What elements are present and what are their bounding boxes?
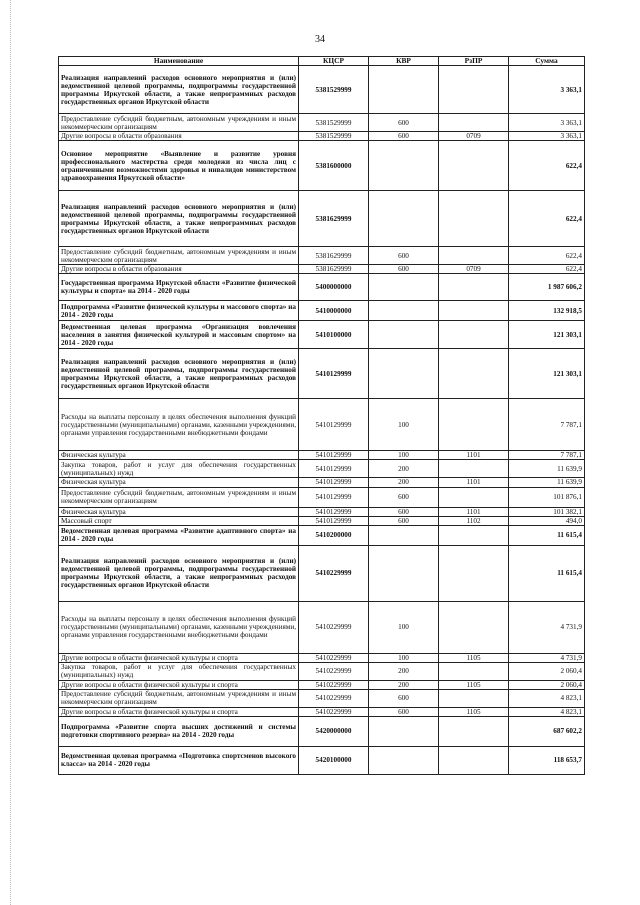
cell-kcsr: 5410100000 — [299, 321, 369, 349]
cell-sum: 1 987 606,2 — [509, 274, 585, 301]
cell-rzpr: 0709 — [439, 132, 509, 141]
cell-sum: 3 363,1 — [509, 66, 585, 114]
table-row — [59, 601, 585, 653]
cell-name: Реализация направлений расходов основного мероприятия и (или) ведомственной целевой программы, подпрограммы государственной программы Иркутской области, а также непрограммных расходов государственных органов Иркутской области — [59, 349, 299, 399]
table-row — [59, 487, 585, 507]
cell-kcsr: 5410129999 — [299, 460, 369, 478]
cell-rzpr: 0709 — [439, 265, 509, 274]
cell-kvr — [369, 525, 439, 545]
cell-rzpr — [439, 525, 509, 545]
table-row — [59, 545, 585, 601]
header-sum: Сумма — [509, 57, 585, 66]
table-row — [59, 525, 585, 545]
table-row — [59, 349, 585, 399]
cell-kvr: 100 — [369, 653, 439, 662]
table-row — [59, 746, 585, 774]
table-row — [59, 301, 585, 321]
cell-kcsr: 5381529999 — [299, 132, 369, 141]
cell-sum: 11 615,4 — [509, 525, 585, 545]
cell-kvr — [369, 66, 439, 114]
cell-name: Массовый спорт — [59, 516, 299, 525]
cell-sum: 132 918,5 — [509, 301, 585, 321]
cell-kvr: 200 — [369, 460, 439, 478]
cell-kcsr: 5381529999 — [299, 114, 369, 132]
cell-sum: 4 823,1 — [509, 707, 585, 716]
cell-rzpr: 1105 — [439, 707, 509, 716]
cell-kvr: 200 — [369, 680, 439, 689]
table-row — [59, 662, 585, 680]
cell-kvr — [369, 349, 439, 399]
cell-kcsr: 5410229999 — [299, 545, 369, 601]
cell-sum: 7 787,1 — [509, 399, 585, 451]
cell-kcsr: 5410129999 — [299, 399, 369, 451]
cell-name: Подпрограмма «Развитие спорта высших достижений и системы подготовки спортивного резерва» на 2014 - 2020 годы — [59, 716, 299, 746]
cell-kvr — [369, 321, 439, 349]
cell-name: Физическая культура — [59, 478, 299, 487]
table-body — [59, 66, 585, 775]
cell-kcsr: 5410229999 — [299, 662, 369, 680]
cell-sum: 121 303,1 — [509, 321, 585, 349]
cell-sum: 7 787,1 — [509, 451, 585, 460]
cell-name: Государственная программа Иркутской области «Развитие физической культуры и спорта» на 2014 - 2020 годы — [59, 274, 299, 301]
cell-kvr — [369, 141, 439, 191]
cell-kcsr: 5420100000 — [299, 746, 369, 774]
cell-kcsr: 5410229999 — [299, 707, 369, 716]
budget-table — [58, 56, 585, 775]
cell-name: Физическая культура — [59, 451, 299, 460]
cell-name: Основное мероприятие «Выявление и развитие уровня профессионального мастерства среди молодежи из числа лиц с ограниченными возможностями здоровья и инвалидов министерством здравоохранения Иркутской области» — [59, 141, 299, 191]
cell-name: Предоставление субсидий бюджетным, автономным учреждениям и иным некоммерческим организациям — [59, 689, 299, 707]
cell-sum: 3 363,1 — [509, 114, 585, 132]
cell-kvr: 600 — [369, 487, 439, 507]
table-row — [59, 66, 585, 114]
header-row — [59, 57, 585, 66]
cell-kcsr: 5410129999 — [299, 451, 369, 460]
cell-kcsr: 5410229999 — [299, 653, 369, 662]
cell-rzpr: 1105 — [439, 653, 509, 662]
cell-rzpr: 1101 — [439, 507, 509, 516]
table-row — [59, 274, 585, 301]
cell-sum: 101 382,1 — [509, 507, 585, 516]
cell-kcsr: 5381629999 — [299, 191, 369, 247]
table-row — [59, 451, 585, 460]
cell-sum: 11 639,9 — [509, 460, 585, 478]
cell-sum: 118 653,7 — [509, 746, 585, 774]
cell-name: Подпрограмма «Развитие физической культуры и массового спорта» на 2014 - 2020 годы — [59, 301, 299, 321]
cell-sum: 4 731,9 — [509, 653, 585, 662]
table-row — [59, 507, 585, 516]
cell-sum: 2 060,4 — [509, 680, 585, 689]
cell-rzpr: 1101 — [439, 478, 509, 487]
cell-kvr: 600 — [369, 247, 439, 265]
cell-sum: 101 876,1 — [509, 487, 585, 507]
cell-name: Реализация направлений расходов основного мероприятия и (или) ведомственной целевой программы, подпрограммы государственной программы Иркутской области, а также непрограммных расходов государственных органов Иркутской области — [59, 66, 299, 114]
cell-rzpr — [439, 487, 509, 507]
cell-rzpr: 1105 — [439, 680, 509, 689]
cell-kcsr: 5410000000 — [299, 301, 369, 321]
cell-rzpr — [439, 321, 509, 349]
cell-rzpr — [439, 301, 509, 321]
cell-sum: 4 731,9 — [509, 601, 585, 653]
cell-rzpr — [439, 601, 509, 653]
cell-rzpr: 1102 — [439, 516, 509, 525]
table-row — [59, 516, 585, 525]
cell-kcsr: 5381629999 — [299, 265, 369, 274]
cell-name: Предоставление субсидий бюджетным, автономным учреждениям и иным некоммерческим организациям — [59, 114, 299, 132]
cell-kvr: 100 — [369, 601, 439, 653]
cell-kvr: 200 — [369, 662, 439, 680]
cell-rzpr — [439, 114, 509, 132]
binding-edge — [0, 0, 11, 905]
cell-kcsr: 5381529999 — [299, 66, 369, 114]
cell-name: Предоставление субсидий бюджетным, автономным учреждениям и иным некоммерческим организациям — [59, 487, 299, 507]
cell-kvr: 200 — [369, 478, 439, 487]
cell-name: Физическая культура — [59, 507, 299, 516]
cell-name: Закупка товаров, работ и услуг для обеспечения государственных (муниципальных) нужд — [59, 662, 299, 680]
cell-kcsr: 5381629999 — [299, 247, 369, 265]
cell-sum: 11 639,9 — [509, 478, 585, 487]
cell-sum: 4 823,1 — [509, 689, 585, 707]
cell-sum: 622,4 — [509, 191, 585, 247]
cell-kvr — [369, 191, 439, 247]
cell-rzpr — [439, 662, 509, 680]
cell-name: Расходы на выплаты персоналу в целях обеспечения выполнения функций государственными (муниципальными) органами, казенными учреждениями, органами управления государственными внебюджетными фондами — [59, 399, 299, 451]
cell-sum: 11 615,4 — [509, 545, 585, 601]
table-row — [59, 478, 585, 487]
cell-sum: 494,0 — [509, 516, 585, 525]
cell-kcsr: 5410129999 — [299, 349, 369, 399]
cell-rzpr: 1101 — [439, 451, 509, 460]
cell-rzpr — [439, 716, 509, 746]
header-name: Наименование — [59, 57, 299, 66]
cell-kcsr: 5410129999 — [299, 516, 369, 525]
table-row — [59, 191, 585, 247]
cell-rzpr — [439, 689, 509, 707]
cell-name: Другие вопросы в области физической культуры и спорта — [59, 653, 299, 662]
table-row — [59, 132, 585, 141]
cell-kcsr: 5410129999 — [299, 478, 369, 487]
cell-kcsr: 5400000000 — [299, 274, 369, 301]
cell-kcsr: 5410200000 — [299, 525, 369, 545]
table-row — [59, 653, 585, 662]
cell-sum: 2 060,4 — [509, 662, 585, 680]
cell-name: Предоставление субсидий бюджетным, автономным учреждениям и иным некоммерческим организациям — [59, 247, 299, 265]
cell-rzpr — [439, 746, 509, 774]
header-kvr: КВР — [369, 57, 439, 66]
cell-kvr — [369, 301, 439, 321]
table-row — [59, 399, 585, 451]
table-row — [59, 689, 585, 707]
cell-kcsr: 5410229999 — [299, 680, 369, 689]
cell-kvr: 600 — [369, 132, 439, 141]
table-row — [59, 716, 585, 746]
cell-name: Другие вопросы в области физической культуры и спорта — [59, 680, 299, 689]
cell-name: Реализация направлений расходов основного мероприятия и (или) ведомственной целевой программы, подпрограммы государственной программы Иркутской области, а также непрограммных расходов государственных органов Иркутской области — [59, 191, 299, 247]
cell-kvr — [369, 545, 439, 601]
cell-rzpr — [439, 399, 509, 451]
cell-name: Другие вопросы в области физической культуры и спорта — [59, 707, 299, 716]
cell-kvr: 600 — [369, 689, 439, 707]
cell-sum: 622,4 — [509, 247, 585, 265]
cell-kvr: 600 — [369, 114, 439, 132]
cell-kvr: 100 — [369, 399, 439, 451]
table-row — [59, 460, 585, 478]
cell-kcsr: 5410229999 — [299, 601, 369, 653]
table-row — [59, 141, 585, 191]
cell-kcsr: 5420000000 — [299, 716, 369, 746]
table-row — [59, 707, 585, 716]
cell-rzpr — [439, 191, 509, 247]
page-number: 34 — [315, 34, 325, 45]
table-row — [59, 680, 585, 689]
table-row — [59, 321, 585, 349]
table-row — [59, 265, 585, 274]
cell-sum: 3 363,1 — [509, 132, 585, 141]
cell-rzpr — [439, 247, 509, 265]
cell-kvr: 600 — [369, 516, 439, 525]
cell-sum: 121 303,1 — [509, 349, 585, 399]
cell-kvr: 600 — [369, 507, 439, 516]
cell-sum: 687 602,2 — [509, 716, 585, 746]
cell-kvr — [369, 716, 439, 746]
cell-sum: 622,4 — [509, 265, 585, 274]
header-kcsr: КЦСР — [299, 57, 369, 66]
cell-kcsr: 5410229999 — [299, 689, 369, 707]
cell-kvr: 600 — [369, 265, 439, 274]
cell-rzpr — [439, 66, 509, 114]
cell-name: Закупка товаров, работ и услуг для обеспечения государственных (муниципальных) нужд — [59, 460, 299, 478]
cell-kvr: 600 — [369, 707, 439, 716]
cell-rzpr — [439, 545, 509, 601]
header-rzpr: РзПР — [439, 57, 509, 66]
cell-kvr — [369, 274, 439, 301]
cell-name: Ведомственная целевая программа «Подготовка спортсменов высокого класса» на 2014 - 2020 годы — [59, 746, 299, 774]
cell-name: Расходы на выплаты персоналу в целях обеспечения выполнения функций государственными (муниципальными) органами, казенными учреждениями, органами управления государственными внебюджетными фондами — [59, 601, 299, 653]
cell-name: Ведомственная целевая программа «Развитие адаптивного спорта» на 2014 - 2020 годы — [59, 525, 299, 545]
cell-rzpr — [439, 349, 509, 399]
cell-rzpr — [439, 460, 509, 478]
cell-kcsr: 5410129999 — [299, 487, 369, 507]
table-row — [59, 114, 585, 132]
cell-kvr: 100 — [369, 451, 439, 460]
cell-kcsr: 5381600000 — [299, 141, 369, 191]
cell-name: Реализация направлений расходов основного мероприятия и (или) ведомственной целевой программы, подпрограммы государственной программы Иркутской области, а также непрограммных расходов государственных органов Иркутской области — [59, 545, 299, 601]
cell-name: Ведомственная целевая программа «Организация вовлечения населения в занятия физической культурой и массовым спортом» на 2014 - 2020 годы — [59, 321, 299, 349]
cell-kvr — [369, 746, 439, 774]
table-row — [59, 247, 585, 265]
cell-kcsr: 5410129999 — [299, 507, 369, 516]
cell-rzpr — [439, 274, 509, 301]
cell-name: Другие вопросы в области образования — [59, 265, 299, 274]
cell-rzpr — [439, 141, 509, 191]
cell-sum: 622,4 — [509, 141, 585, 191]
cell-name: Другие вопросы в области образования — [59, 132, 299, 141]
